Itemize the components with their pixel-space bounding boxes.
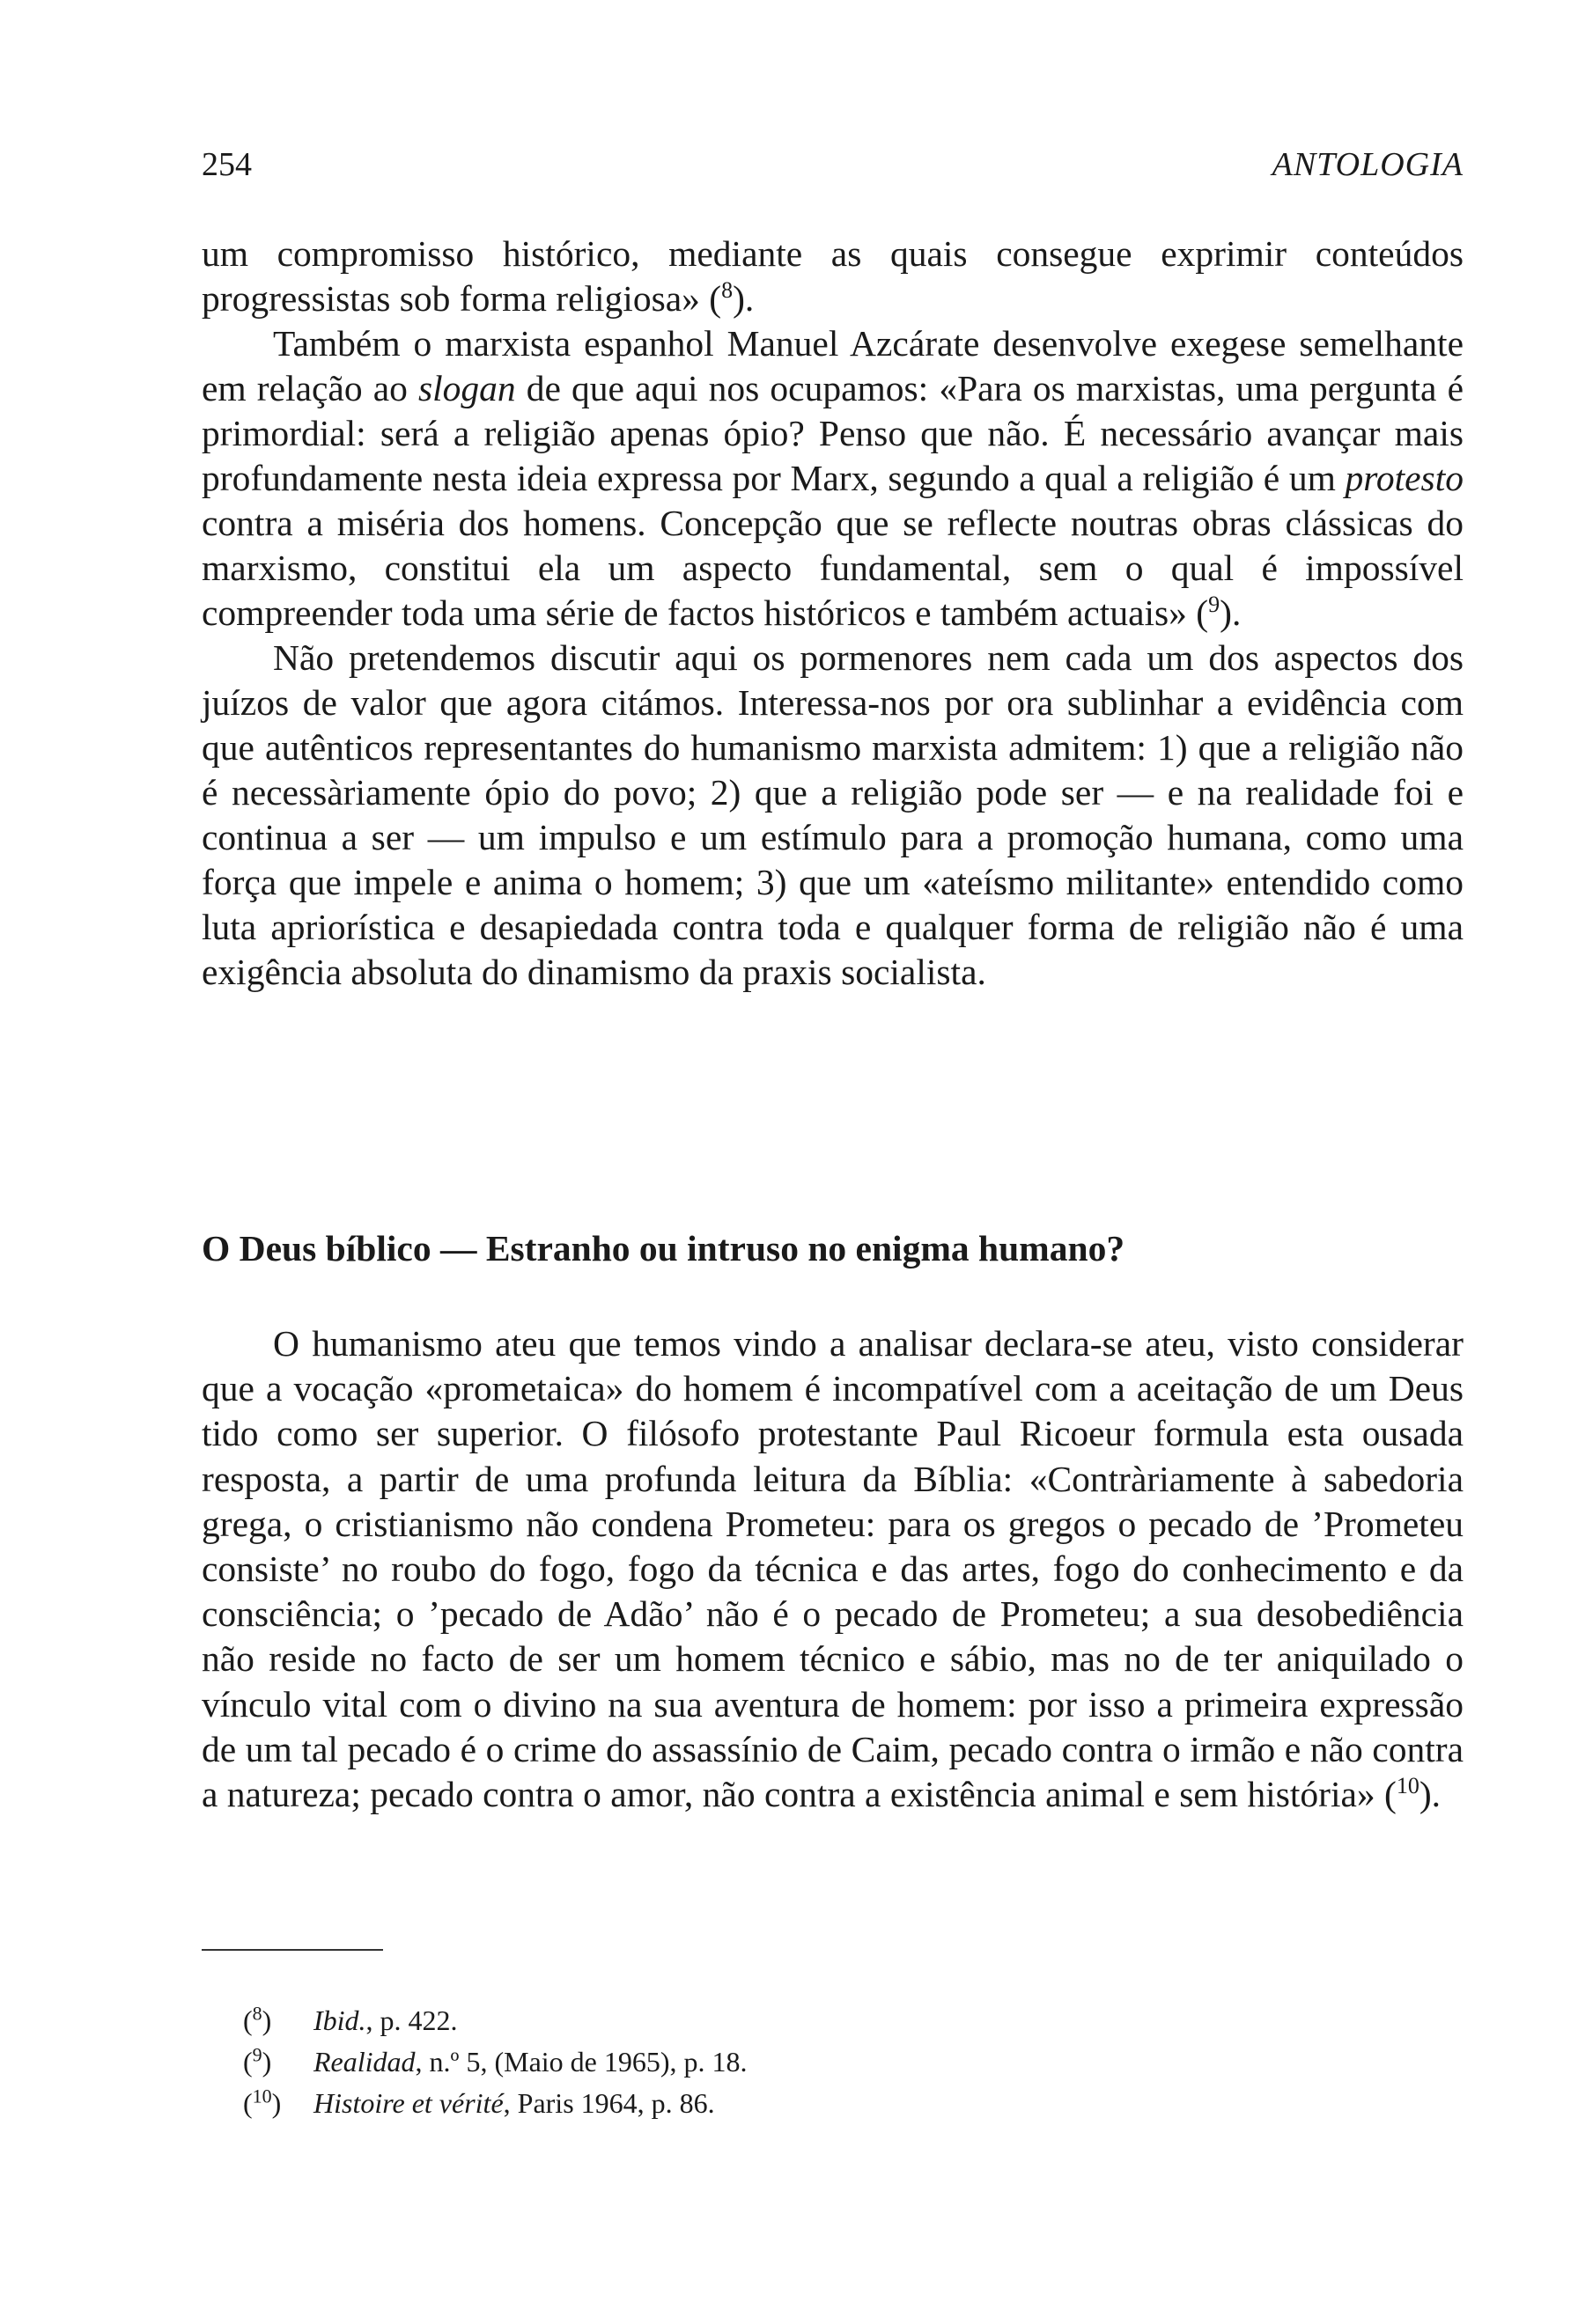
- main-text-top: [202, 232, 1464, 995]
- footnote: [243, 2083, 1388, 2124]
- italic-text: slogan: [417, 368, 516, 408]
- footnote-separator: [202, 1949, 383, 1951]
- footnote-ref: 9: [1208, 592, 1220, 618]
- footnote-ref: 10: [1396, 1773, 1419, 1799]
- paragraph-marxist-humanism: [202, 636, 1464, 995]
- footnote-text: [313, 2004, 458, 2036]
- page-number: 254: [202, 146, 252, 183]
- paragraph-ricoeur: [202, 1321, 1464, 1817]
- footnote-text: [313, 2087, 715, 2119]
- section-heading: O Deus bíblico — Estranho ou intruso no enigma humano?: [202, 1228, 1125, 1269]
- footnote: [243, 2000, 1388, 2041]
- text-run: de que aqui nos ocupamos: «Para os marxistas, uma pergunta é primordial: será a religião apenas ópio? Penso que não. É necessário avançar mais profundamente nesta ideia expressa por Marx, segundo a qual a religião é um: [202, 368, 1464, 498]
- italic-text: Realidad: [313, 2046, 416, 2078]
- paragraph-azcarate: [202, 321, 1464, 636]
- text-run: um compromisso histórico, mediante as quais consegue exprimir conteúdos progressistas sob forma religiosa» (: [202, 233, 1464, 319]
- italic-text: Ibid.: [313, 2004, 366, 2036]
- text-run: ).: [1419, 1774, 1442, 1815]
- footnote-ref: 8: [721, 277, 734, 304]
- main-text-bottom: [202, 1321, 1464, 1817]
- text-run: , p. 422.: [365, 2004, 458, 2036]
- text-run: , Paris 1964, p. 86.: [503, 2087, 715, 2119]
- footnote-marker: ($^9$): [243, 2043, 272, 2078]
- text-run: ).: [733, 278, 755, 319]
- text-run: Não pretendemos discutir aqui os pormenores nem cada um dos aspectos dos juízos de valor que agora citámos. Interessa-nos por ora sublinhar a evidência com que autênticos representantes do humanismo marxista admitem: 1) que a religião não é necessàriamente ópio do povo; 2) que a religião pode ser — e na realidade foi e continua a ser — um impulso e um estímulo para a promoção humana, como uma força que impele e anima o homem; 3) que um «ateísmo militante» entendido como luta apriorística e desapiedada contra toda e qualquer forma de religião não é uma exigência absoluta do dinamismo da praxis socialista.: [202, 637, 1464, 992]
- italic-text: protesto: [1345, 458, 1464, 498]
- text-run: , n.º 5, (Maio de 1965), p. 18.: [415, 2046, 748, 2078]
- text-run: Também o marxista espanhol Manuel Azcárate desenvolve exegese semelhante em relação ao: [202, 323, 1464, 408]
- footnotes: [243, 2000, 1388, 2124]
- paragraph-continuation: [202, 232, 1464, 321]
- text-run: O humanismo ateu que temos vindo a analisar declara-se ateu, visto considerar que a vocação «prometaica» do homem é incompatível com a aceitação de um Deus tido como ser superior. O filósofo protestante Paul Ricoeur formula esta ousada resposta, a partir de uma profunda leitura da Bíblia: «Contràriamente à sabedoria grega, o cristianismo não condena Prometeu: para os gregos o pecado de ’Prometeu consiste’ no roubo do fogo, fogo da técnica e das artes, fogo do conhecimento e da consciência; o ’pecado de Adão’ não é o pecado de Prometeu; a sua desobediência não reside no facto de ser um homem técnico e sábio, mas no de ter aniquilado o vínculo vital com o divino na sua aventura de homem: por isso a primeira expressão de um tal pecado é o crime do assassínio de Caim, pecado contra o irmão e não contra a natureza; pecado contra o amor, não contra a existência animal e sem história» (: [202, 1323, 1464, 1815]
- footnote-marker: ($^{10}$): [243, 2085, 282, 2119]
- footnote: [243, 2041, 1388, 2083]
- italic-text: Histoire et vérité: [313, 2087, 504, 2119]
- footnote-marker: ($^8$): [243, 2002, 272, 2036]
- running-header: [202, 145, 1464, 198]
- footnote-text: [313, 2046, 748, 2078]
- text-run: contra a miséria dos homens. Concepção que se reflecte noutras obras clássicas do marxismo, constitui ela um aspecto fundamental, sem o qual é impossível compreender toda uma série de factos históricos e também actuais» (: [202, 503, 1464, 633]
- running-title: ANTOLOGIA: [1272, 146, 1464, 183]
- text-run: ).: [1220, 592, 1242, 633]
